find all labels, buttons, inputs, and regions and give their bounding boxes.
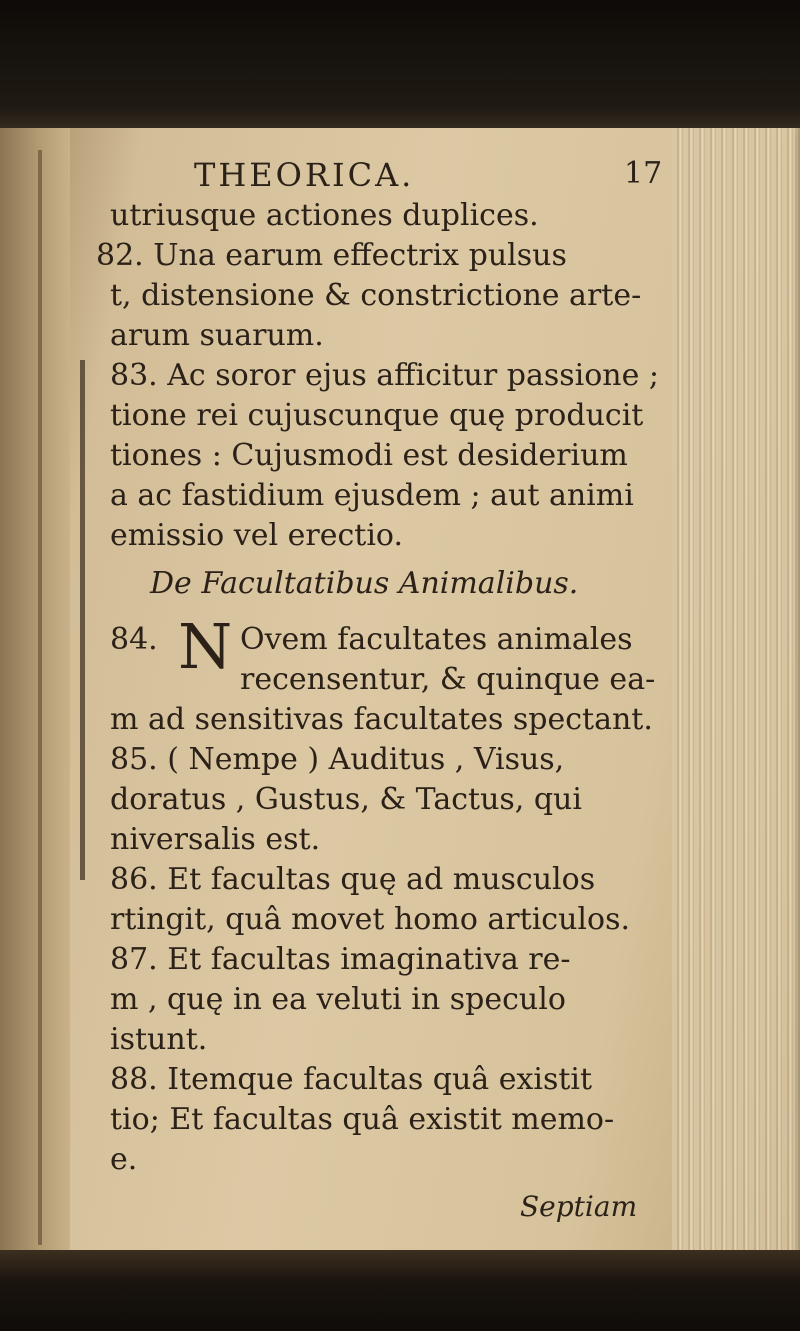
adjacent-page-edges (672, 128, 800, 1253)
paragraph-number-84: 84. (110, 622, 158, 657)
text-line: m , quę in ea veluti in speculo (110, 982, 566, 1017)
text-line: 85. ( Nempe ) Auditus , Visus, (110, 742, 565, 777)
text-line: arum suarum. (110, 318, 324, 353)
text-line: niversalis est. (110, 822, 321, 857)
text-line: utriusque actiones duplices. (110, 198, 539, 233)
catchword: Septiam (520, 1190, 638, 1223)
text-line: a ac fastidium ejusdem ; aut animi (110, 478, 634, 513)
running-head: THEORICA. (194, 156, 415, 194)
page-edge-shadow (80, 360, 85, 880)
text-line: 82. Una earum effectrix pulsus (96, 238, 567, 273)
section-heading: De Facultatibus Animalibus. (150, 566, 579, 601)
text-line: 88. Itemque facultas quâ existit (110, 1062, 593, 1097)
drop-cap: N (178, 610, 233, 683)
page-number: 17 (624, 156, 663, 191)
text-line: 86. Et facultas quę ad musculos (110, 862, 596, 897)
text-line: 83. Ac soror ejus afficitur passione ; (110, 358, 659, 393)
text-line: tione rei cujuscunque quę producit (110, 398, 644, 433)
text-line: e. (110, 1142, 138, 1177)
scan-bottom-border (0, 1250, 800, 1331)
text-line: tio; Et facultas quâ existit memo- (110, 1102, 615, 1137)
text-line: rtingit, quâ movet homo articulos. (110, 902, 631, 937)
text-line: m ad sensitivas facultates spectant. (110, 702, 653, 737)
book-gutter (0, 128, 70, 1253)
text-line: t, distensione & constrictione arte- (110, 278, 642, 313)
scan-top-border (0, 0, 800, 135)
text-line: istunt. (110, 1022, 208, 1057)
text-line: recensentur, & quinque ea- (240, 662, 656, 697)
text-line: tiones : Cujusmodi est desiderium (110, 438, 628, 473)
binding-shadow-line (38, 150, 42, 1245)
text-line: Ovem facultates animales (240, 622, 633, 657)
text-line: emissio vel erectio. (110, 518, 403, 553)
text-line: doratus , Gustus, & Tactus, qui (110, 782, 582, 817)
text-line: 87. Et facultas imaginativa re- (110, 942, 571, 977)
